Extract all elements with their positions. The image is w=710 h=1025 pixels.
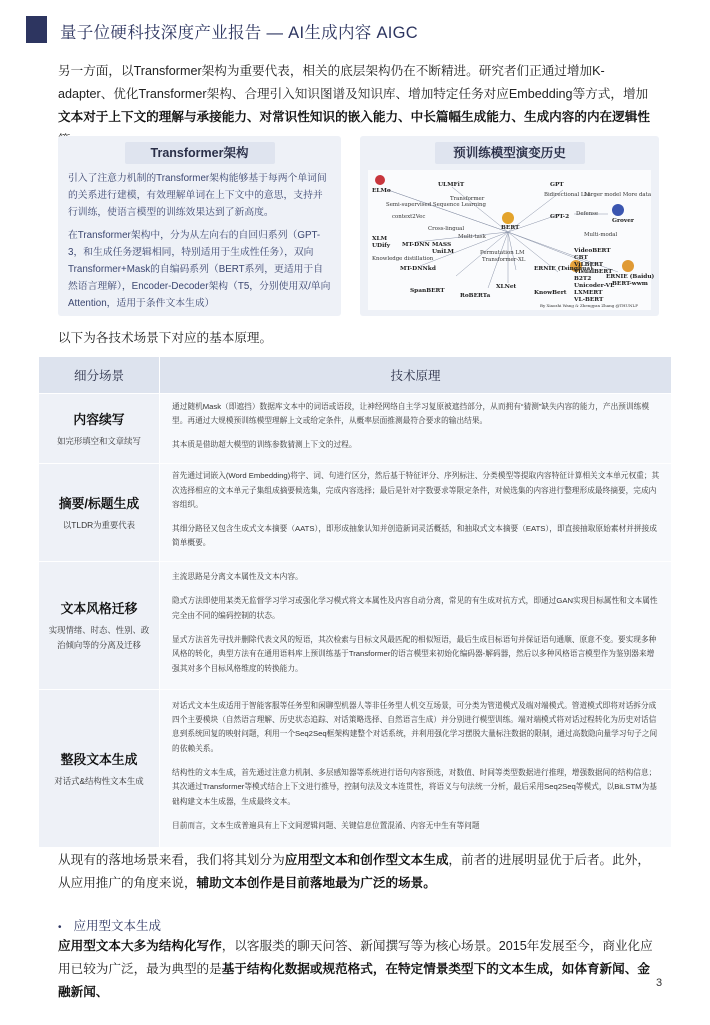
- report-header: [26, 16, 686, 46]
- node-transformer-xl: Transformer-XL: [482, 257, 526, 263]
- node-mt-dnn: MT-DNN: [402, 242, 430, 248]
- transformer-card: [58, 136, 341, 316]
- scene-name: 整段文本生成: [60, 751, 138, 767]
- diagram-credit: By Xiaozhi Wang & Zhengyan Zhang @THUNLP: [540, 303, 638, 308]
- node-bert: BERT: [501, 225, 520, 231]
- node-mt-dnnkd: MT-DNNkd: [400, 266, 436, 272]
- node-knowbert: KnowBert: [534, 290, 567, 296]
- node-semi-supervised: Semi-supervised Sequence Learning: [386, 202, 486, 208]
- tech-principle-table: [38, 356, 672, 848]
- header-principle: 技术原理: [160, 357, 672, 394]
- node-xlnet: XLNet: [496, 284, 517, 290]
- header-scene: 细分场景: [39, 357, 160, 394]
- table-row: [39, 690, 672, 848]
- pretrain-tree-diagram: [368, 170, 655, 310]
- scene-name: 文本风格迁移: [60, 601, 138, 616]
- node-b2t2: B2T2: [574, 276, 592, 282]
- principle-text: 隐式方法即使用某类无监督学习学习或强化学习模式将文本属性及内容自动分离，常见的有生成对抗方式，即通过GAN实现目标属性和文本属性完全由不同的编码控制的状态。: [172, 596, 658, 620]
- principle-text: 主流思路是分离文本属性及文本内容。: [172, 572, 303, 582]
- node-vilbert: ViLBERT: [574, 262, 604, 268]
- node-udify: UDify: [372, 243, 391, 249]
- intro-paragraph: 另一方面，以Transformer架构为重要代表，相关的底层架构仍在不断精进。研究者们正通过增加K-adapter、优化Transformer架构、合理引入知识图谱及知识库、增加特定任务对应Embedding等方式，增加文本对于上下文的理解与承接能力、对常识性知识的嵌入能力、中长篇幅生成能力、生成内容的内在逻辑性: [58, 64, 650, 124]
- principle-text: 其本质是借助超大模型的训练参数猜测上下文的过程。: [172, 440, 357, 450]
- node-defense: Defense: [576, 211, 599, 217]
- principle-text: 对话式文本生成适用于智能客服等任务型和闲聊型机器人等非任务型人机交互场景，可分类为管道模式及端对端模式。管道模式即将对话拆分成四个主要模块（自然语言理解、历史状态追踪、对话策略选择、自然语言生成）并分别进行模型训练。端对端模式将对话过程转化为历史对话信息到系统回复的映射问题，利用一个Seq2Seq框架构建整个对话系统，并利用强化学习摆脱大量标注数据的限制，通过高数隐向量学习句子之间的依赖关系。: [172, 700, 658, 753]
- principle-text: 目前而言，文本生成普遍具有上下文间逻辑问题、关键信息位置混淆、内容无中生有等问题: [172, 820, 480, 830]
- node-multi-modal: Multi-modal: [584, 232, 618, 238]
- section-bullet: [58, 916, 161, 934]
- principle-text: 结构性的文本生成，首先通过注意力机制、多层感知器等系统进行语句内容预选，对数值、时间等类型数据进行推理，增强数据间的结构信息；其次通过Transformer等模式结合上下文进行推导，控制句法及文本连贯性，将语义与句法统一分析，最后采用Seq2Seq等模式，以BiLSTM为基础构建文本生成器，生成最终文本。: [172, 768, 657, 806]
- principle-text: 显式方法首先寻找并删除代表文风的短语，其次检索与目标文风最匹配的相似短语，最后生成目标语句并保证语句通顺、原意不变。要实现多种风格的转化，典型方法有在通用语料库上预训练基于Transformer的语言模型来初始化编码器-解码器，然后以多种风格语言模型作为鉴别器来增强其对多个目标风格维度的转换能力。: [172, 635, 657, 673]
- principle-text: 首先通过词嵌入(Word Embedding)将字、词、句进行区分，然后基于特征评分、序列标注、分类模型等提取内容特征计算相关文本单元权重；其次选择相应的文本单元子集组成摘要候选集，完成内容选择；最后是针对字数要求等限定条件，对候选集的内容进行整理形成最终摘要，完成内容组织。: [172, 471, 660, 509]
- node-bidirectional-lm: Bidirectional LM: [544, 192, 591, 198]
- node-lxmert: LXMERT: [574, 290, 603, 296]
- transformer-para-1: 引入了注意力机制的Transformer架构能够基于每两个单词间的关系进行建模，有效理解单词在上下文中的意思，支持并行训练，使语言模型的训练效果达到了新高度。: [68, 173, 327, 218]
- scene-sub: 如完形填空和文章续写: [57, 435, 141, 446]
- report-title: 量子位硬科技深度产业报告 — AI生成内容 AIGC: [60, 24, 418, 42]
- node-grover: Grover: [612, 218, 634, 224]
- principle-text: 通过随机Mask（即遮挡）数据库文本中的词语或语段，让神经网络自主学习复原被遮挡部分，从而拥有“猜测”缺失内容的能力，产出预训练模型。再通过大规模预训练模型理解上文或给定条件，从概率层面推测最符合要求的输出结果。: [172, 401, 650, 425]
- table-intro: 以下为各技术场景下对应的基本原理。: [58, 331, 273, 345]
- transformer-card-title: Transformer架构: [125, 142, 275, 164]
- node-xlm: XLM: [372, 236, 387, 242]
- scene-name: 摘要/标题生成: [58, 495, 140, 511]
- node-gpt2: GPT-2: [550, 214, 570, 220]
- node-mass: MASS: [432, 242, 452, 248]
- node-vl-bert: VL-BERT: [574, 297, 604, 303]
- section-heading: 应用型文本生成: [73, 919, 162, 933]
- node-larger-model: Larger model More data: [584, 192, 652, 198]
- node-ulmfit: ULMFiT: [438, 182, 465, 188]
- scene-sub: 对话式&结构性文本生成: [54, 775, 144, 786]
- history-card-title: 预训练模型演变历史: [435, 142, 585, 164]
- node-videobert: VideoBERT: [574, 248, 611, 254]
- node-cross-lingual: Cross-lingual: [428, 226, 465, 232]
- node-ernie-tsinghua: ERNIE (Tsinghua): [534, 266, 593, 272]
- table-row: [39, 562, 672, 690]
- pretrain-history-card: [360, 136, 659, 316]
- node-roberta: RoBERTa: [460, 293, 491, 299]
- table-row: [39, 394, 672, 464]
- applied-paragraph: 应用型文本大多为结构化写作，以客服类的聊天问答、新闻撰写等为核心场景。2015年发展至今，商业化应用已较为广泛，最为典型的是基于结构化数据或规范格式，在特定情景类型下的文本生成，如体育新闻、金融新闻、: [58, 939, 653, 999]
- transformer-para-2: 在Transformer架构中，分为从左向右的自回归系列（GPT-3，和生成任务逻辑相同，特别适用于生成性任务），双向Transformer+Mask的自编码系列（BERT系列，更适用于自然语言理解），Encoder-Decoder架构（T5，分别使用双/单向Attention，适用于条件文本生成）: [68, 230, 331, 309]
- node-elmo: ELMo: [372, 188, 391, 194]
- node-transformer: Transformer: [450, 196, 485, 202]
- page-number: 3: [656, 977, 663, 989]
- header-mark: [26, 16, 47, 43]
- node-knowledge-distillation: Knowledge distillation: [372, 256, 434, 262]
- node-context2vec: context2Vec: [392, 214, 426, 220]
- node-spanbert: SpanBERT: [410, 288, 445, 294]
- node-multi-task: Multi-task: [458, 234, 486, 240]
- scene-sub: 以TLDR为重要代表: [62, 519, 136, 530]
- scene-name: 内容续写: [73, 411, 125, 427]
- scene-sub: 实现情绪、时态、性别、政治倾向等的分离及迁移: [48, 625, 150, 650]
- conclusion-paragraph: 从现有的落地场景来看，我们将其划分为应用型文本和创作型文本生成，前者的进展明显优于后者。此外，从应用推广的角度来说，辅助文本创作是目前落地最为广泛的场景。: [58, 853, 650, 890]
- bullet-dot: •: [58, 922, 62, 933]
- principle-text: 其细分路径又包含生成式文本摘要（AATS），即形成抽象认知并创造新词灵活概括，和抽取式文本摘要（EATS），即直接抽取原始素材并拼接成简单概要。: [172, 524, 657, 548]
- node-bert-wwm: BERT-wwm: [612, 281, 648, 287]
- node-visualbert: VisualBERT: [574, 269, 613, 275]
- node-cbt: CBT: [574, 255, 588, 261]
- node-permutation-lm: Permutation LM: [480, 250, 525, 256]
- table-row: [39, 464, 672, 562]
- node-unilm: UniLM: [432, 249, 454, 255]
- table-header-row: [39, 357, 672, 394]
- node-gpt: GPT: [550, 182, 564, 188]
- node-unicoder-vl: Unicoder-VL: [574, 283, 615, 289]
- node-ernie-baidu: ERNIE (Baidu): [606, 274, 655, 280]
